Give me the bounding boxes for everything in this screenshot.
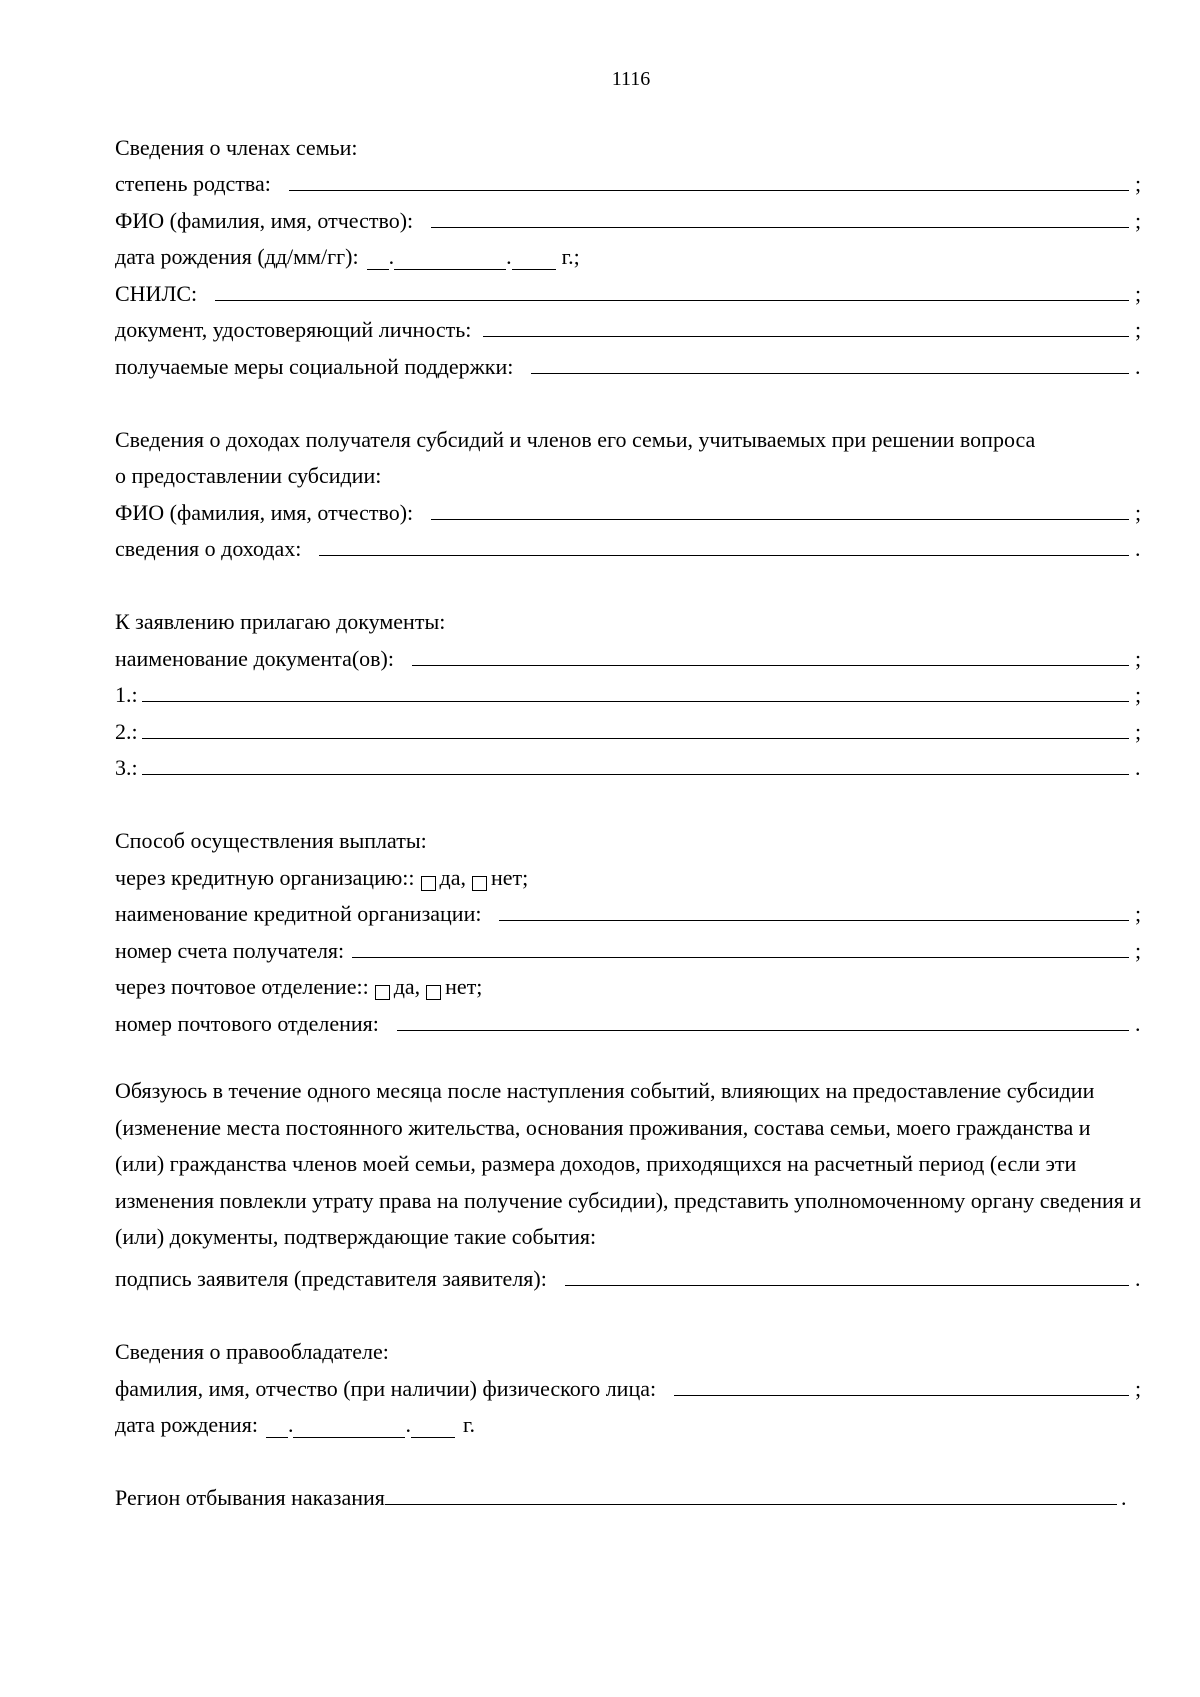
doc-name-row: наименование документа(ов): ; [115,635,1145,672]
relation-label: степень родства: [115,171,271,196]
signature-row: подпись заявителя (представителя заявителя): . [115,1256,1145,1293]
bank-name-field[interactable] [499,898,1129,921]
family-heading: Сведения о членах семьи: [115,134,358,160]
rightholder-fio-field[interactable] [674,1373,1129,1396]
account-label: номер счета получателя: [115,937,345,963]
bank-name-row: наименование кредитной организации: ; [115,891,1145,928]
post-number-row: номер почтового отделения: . [115,1000,1145,1037]
post-number-label: номер почтового отделения: [115,1010,379,1036]
rightholder-fio-label: фамилия, имя, отчество (при наличии) физического лица: [115,1375,657,1401]
snils-field[interactable] [215,278,1129,301]
region-field[interactable] [385,1482,1117,1505]
page-number: 1116 [611,68,651,90]
rightholder-dob-row: дата рождения: . . г. [115,1412,475,1437]
post-office-label: через почтовое отделение:: [115,974,369,999]
payment-heading: Способ осуществления выплаты: [115,828,427,853]
rh-dob-month-field[interactable] [293,1419,405,1438]
attachment-item-1: 1.: ; [115,672,1145,709]
relation-field[interactable] [289,168,1129,191]
doc-name-field[interactable] [412,643,1129,666]
income-fio-label: ФИО (фамилия, имя, отчество): [115,499,414,525]
bank-name-label: наименование кредитной организации: [115,901,482,926]
family-dob-row: дата рождения (дд/мм/гг): . . г.; [115,244,580,269]
attachments-heading: К заявлению прилагаю документы: [115,609,446,634]
obligation-text: Обязуюсь в течение одного месяца после наступления событий, влияющих на предоставление субсидии (изменение места постоянного жительства, основания проживания, состава семьи, моего гражданства и (или) гражданства членов моей семьи, размера доходов, приходящихся на расчетный период (если эти изменения повлекли утрату права на получение субсидии), представить уполномоченному органу сведения и (или) документы, подтверждающие такие события: [115,1078,1142,1249]
signature-label: подпись заявителя (представителя заявителя): [115,1266,547,1291]
region-label: Регион отбывания наказания [115,1485,385,1510]
rightholder-heading: Сведения о правообладателе: [115,1339,389,1364]
post-number-field[interactable] [397,1008,1129,1031]
dob-month-field[interactable] [394,251,506,270]
relation-row: степень родства: ; [115,161,1145,198]
rh-dob-year-field[interactable] [411,1419,455,1438]
account-field[interactable] [352,935,1129,958]
form-content [115,124,1145,1511]
id-doc-label: документ, удостоверяющий личность: [115,317,472,342]
snils-label: СНИЛС: [115,280,198,306]
family-dob-label: дата рождения (дд/мм/гг): [115,244,359,269]
id-doc-field[interactable] [483,314,1129,337]
income-info-row: сведения о доходах: . [115,526,1145,563]
family-fio-label: ФИО (фамилия, имя, отчество): [115,207,414,233]
attachment-field-3[interactable] [142,752,1129,775]
post-no-checkbox[interactable] [426,985,441,1000]
family-fio-row: ФИО (фамилия, имя, отчество): ; [115,197,1145,234]
rh-dob-day-field[interactable] [266,1419,288,1438]
attachment-field-2[interactable] [142,716,1129,739]
income-fio-row: ФИО (фамилия, имя, отчество): ; [115,489,1145,526]
dob-day-field[interactable] [367,251,389,270]
post-yes-checkbox[interactable] [375,985,390,1000]
support-field[interactable] [531,351,1129,374]
attachment-field-1[interactable] [142,679,1129,702]
account-row: номер счета получателя: ; [115,927,1145,964]
income-heading-line1: Сведения о доходах получателя субсидий и членов его семьи, учитываемых при решении вопроса [115,426,1036,452]
id-doc-row: документ, удостоверяющий личность: ; [115,307,1145,344]
credit-no-checkbox[interactable] [472,876,487,891]
rightholder-fio-row: фамилия, имя, отчество (при наличии) физического лица: ; [115,1365,1145,1402]
support-row: получаемые меры социальной поддержки: . [115,343,1145,380]
attachment-item-3: 3.: . [115,745,1145,782]
doc-name-label: наименование документа(ов): [115,645,394,671]
credit-org-label: через кредитную организацию:: [115,864,415,890]
family-fio-field[interactable] [431,205,1129,228]
snils-row: СНИЛС: ; [115,270,1145,307]
rightholder-dob-label: дата рождения: [115,1412,258,1437]
support-label: получаемые меры социальной поддержки: [115,353,514,379]
credit-org-row: через кредитную организацию:: да, нет; [115,864,529,890]
signature-field[interactable] [565,1263,1129,1286]
dob-year-field[interactable] [512,251,556,270]
income-info-field[interactable] [319,533,1129,556]
credit-yes-checkbox[interactable] [421,876,436,891]
post-office-row: через почтовое отделение:: да, нет; [115,974,483,999]
income-fio-field[interactable] [431,497,1129,520]
region-row: Регион отбывания наказания . [115,1475,1145,1512]
attachment-item-2: 2.: ; [115,708,1145,745]
income-info-label: сведения о доходах: [115,536,302,561]
income-heading-line2: о предоставлении субсидии: [115,463,382,488]
